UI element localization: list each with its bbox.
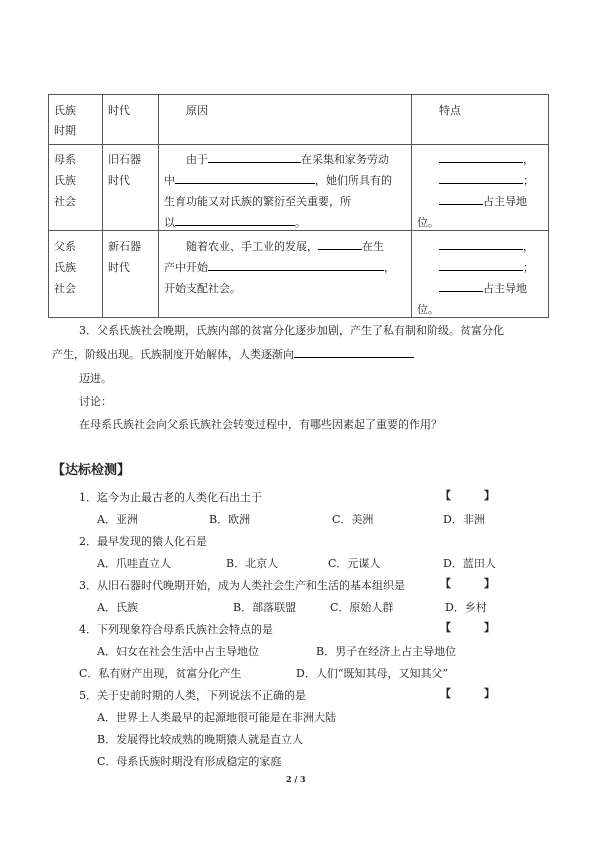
para3-line3: 迈进。 xyxy=(79,372,112,385)
q4-option-d[interactable]: D．人们“既知其母，又知其父” xyxy=(296,667,449,680)
q1-option-b[interactable]: B．欧洲 xyxy=(209,513,251,526)
row2-feature-line1 xyxy=(439,238,534,254)
text: 由于 xyxy=(186,153,208,166)
text: ； xyxy=(523,174,534,187)
q3-option-a[interactable]: A．氏族 xyxy=(97,601,138,614)
question-3: 3．从旧石器时代晚期开始，成为人类社会生产和生活的基本组织是 xyxy=(79,579,405,592)
q2-option-c[interactable]: C．元谋人 xyxy=(328,557,381,570)
row1-era-line: 旧石器 xyxy=(108,153,141,166)
text: 占主导地 xyxy=(483,195,527,208)
row1-reason-line4 xyxy=(164,214,306,230)
text: ， xyxy=(384,261,395,274)
row2-feature-line2 xyxy=(439,259,534,275)
question-4: 4．下列现象符合母系氏族社会特点的是 xyxy=(79,623,273,636)
comparison-table xyxy=(48,94,549,318)
text: 产中开始 xyxy=(164,261,208,274)
row2-feature-cell xyxy=(412,231,548,317)
answer-blank[interactable] xyxy=(439,259,523,271)
q2-option-d[interactable]: D．蓝田人 xyxy=(443,557,496,570)
q4-option-a[interactable]: A．妇女在社会生活中占主导地位 xyxy=(97,645,259,658)
text: 在生 xyxy=(362,240,384,253)
text: 占主导地 xyxy=(483,282,527,295)
discuss-question: 在母系氏族社会向父系氏族社会转变过程中，有哪些因素起了重要的作用？ xyxy=(79,418,442,431)
text: 随着农业、手工业的发展， xyxy=(186,240,318,253)
row2-reason-line3: 开始支配社会。 xyxy=(164,282,241,295)
q3-option-c[interactable]: C．原始人群 xyxy=(330,601,394,614)
q5-option-b[interactable]: B．发展得比较成熟的晚期猿人就是直立人 xyxy=(97,733,304,746)
row2-period-line: 氏族 xyxy=(54,261,76,274)
row2-period-line: 父系 xyxy=(54,240,76,253)
text: ，她们所具有的 xyxy=(315,174,392,187)
q4-option-c[interactable]: C．私有财产出现，贫富分化产生 xyxy=(79,667,242,680)
row2-era-line: 时代 xyxy=(108,261,130,274)
row1-feature-line1 xyxy=(439,151,534,167)
answer-blank[interactable] xyxy=(439,151,523,163)
header-era: 时代 xyxy=(108,104,130,117)
header-era-cell xyxy=(103,95,158,144)
question-1: 1．迄今为止最古老的人类化石出土于 xyxy=(79,491,262,504)
row2-reason-line1 xyxy=(186,238,384,254)
answer-blank[interactable] xyxy=(318,238,362,250)
question-5: 5．关于史前时期的人类，下列说法不正确的是 xyxy=(79,689,306,702)
row1-period-line: 社会 xyxy=(54,195,76,208)
q5-option-a[interactable]: A．世界上人类最早的起源地很可能是在非洲大陆 xyxy=(97,711,336,724)
row1-feature-line2 xyxy=(439,172,534,188)
text: 以 xyxy=(164,216,175,229)
header-feature: 特点 xyxy=(439,104,461,117)
q3-option-b[interactable]: B．部落联盟 xyxy=(233,601,297,614)
row1-era-line: 时代 xyxy=(108,174,130,187)
row2-era-line: 新石器 xyxy=(108,240,141,253)
header-reason: 原因 xyxy=(186,104,208,117)
q5-option-c[interactable]: C．母系氏族时期没有形成稳定的家庭 xyxy=(97,755,282,768)
row1-feature-cell xyxy=(412,145,548,230)
row2-era-cell xyxy=(103,231,158,317)
answer-bracket[interactable]: 【 】 xyxy=(440,577,495,590)
q2-option-a[interactable]: A．爪哇直立人 xyxy=(97,557,171,570)
page-number: 2 / 3 xyxy=(286,774,306,784)
row2-feature-line3 xyxy=(439,280,527,296)
header-reason-cell xyxy=(159,95,411,144)
question-2: 2．最早发现的猿人化石是 xyxy=(79,535,207,548)
para3-line1: 3．父系氏族社会晚期，氏族内部的贫富分化逐步加剧，产生了私有制和阶级。贫富分化 xyxy=(79,324,504,337)
row1-period-cell xyxy=(49,145,102,230)
row1-period-line: 氏族 xyxy=(54,174,76,187)
row1-era-cell xyxy=(103,145,158,230)
row1-feature-line3 xyxy=(439,193,527,209)
text: 中 xyxy=(164,174,175,187)
row1-reason-line2 xyxy=(164,172,392,188)
answer-blank[interactable] xyxy=(294,346,414,358)
row1-period-line: 母系 xyxy=(54,153,76,166)
row1-feature-line4: 位。 xyxy=(417,216,439,229)
answer-bracket[interactable]: 【 】 xyxy=(440,687,495,700)
text: ； xyxy=(523,261,534,274)
answer-blank[interactable] xyxy=(439,238,523,250)
q2-option-b[interactable]: B．北京人 xyxy=(226,557,279,570)
answer-bracket[interactable]: 【 】 xyxy=(440,621,495,634)
row1-reason-line1 xyxy=(186,151,389,167)
answer-blank[interactable] xyxy=(439,193,483,205)
header-period-line1: 氏族 xyxy=(54,104,76,117)
answer-bracket[interactable]: 【 】 xyxy=(440,489,495,502)
para3-line2 xyxy=(52,346,414,362)
text: 产生，阶级出现。氏族制度开始解体，人类逐渐向 xyxy=(52,348,294,361)
answer-blank[interactable] xyxy=(439,280,483,292)
q3-option-d[interactable]: D．乡村 xyxy=(445,601,487,614)
header-period-line2: 时期 xyxy=(54,124,76,137)
answer-blank[interactable] xyxy=(439,172,523,184)
text: 在采集和家务劳动 xyxy=(301,153,389,166)
q4-option-b[interactable]: B．男子在经济上占主导地位 xyxy=(316,645,457,658)
header-period-cell xyxy=(49,95,102,144)
q1-option-c[interactable]: C．美洲 xyxy=(332,513,374,526)
row2-period-cell xyxy=(49,231,102,317)
row2-reason-line2 xyxy=(164,259,395,275)
header-feature-cell xyxy=(412,95,548,144)
row1-reason-cell xyxy=(159,145,411,230)
answer-blank[interactable] xyxy=(208,259,384,271)
q1-option-a[interactable]: A．亚洲 xyxy=(97,513,138,526)
discuss-label: 讨论： xyxy=(79,395,112,408)
row1-reason-line3: 生育功能又对氏族的繁衍至关重要，所 xyxy=(164,195,351,208)
text: 。 xyxy=(295,216,306,229)
answer-blank[interactable] xyxy=(208,151,301,163)
text: ， xyxy=(523,153,534,166)
row2-reason-cell xyxy=(159,231,411,317)
q1-option-d[interactable]: D．非洲 xyxy=(443,513,485,526)
section-title: 【达标检测】 xyxy=(52,463,131,478)
row2-period-line: 社会 xyxy=(54,282,76,295)
answer-blank[interactable] xyxy=(175,172,315,184)
answer-blank[interactable] xyxy=(175,214,295,226)
text: ， xyxy=(523,240,534,253)
row2-feature-line4: 位。 xyxy=(417,303,439,316)
